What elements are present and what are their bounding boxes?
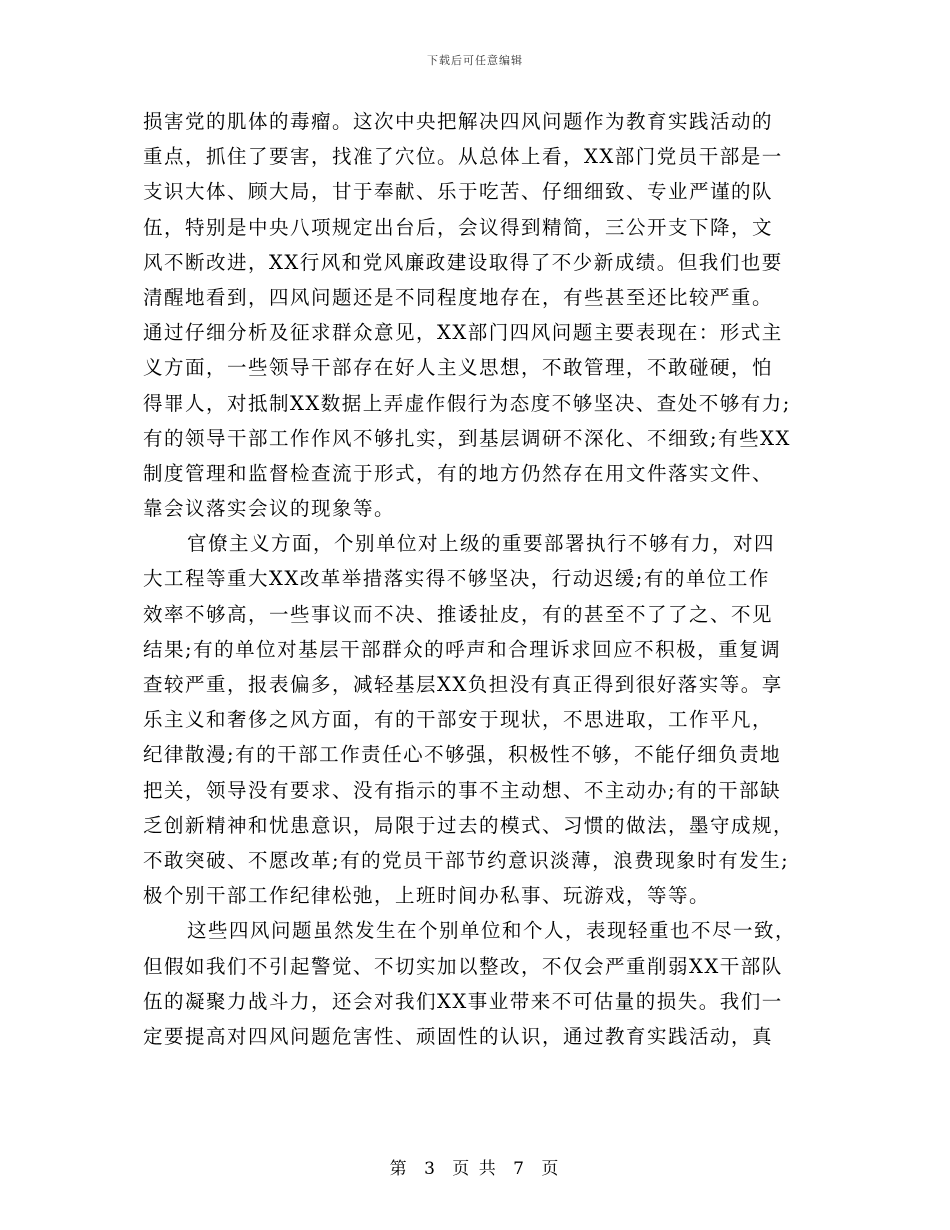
text-line: 乏创新精神和忧患意识，局限于过去的模式、习惯的做法，墨守成规， bbox=[143, 813, 795, 837]
text-line: 大工程等重大XX改革举措落实得不够坚决，行动迟缓;有的单位工作 bbox=[143, 567, 770, 591]
text-line: 结果;有的单位对基层干部群众的呼声和合理诉求回应不积极，重复调 bbox=[143, 637, 782, 661]
text-line: 查较严重，报表偏多，减轻基层XX负担没有真正得到很好落实等。享 bbox=[143, 673, 783, 696]
paragraph-1 bbox=[143, 104, 803, 526]
text-line: 定要提高对四风问题危害性、顽固性的认识，通过教育实践活动，真 bbox=[143, 1024, 774, 1048]
text-line: 得罪人，对抵制XX数据上弄虚作假行为态度不够坚决、查处不够有力; bbox=[143, 391, 791, 415]
text-line: 风不断改进，XX行风和党风廉政建设取得了不少新成绩。但我们也要 bbox=[143, 250, 783, 274]
text-line: 义方面，一些领导干部存在好人主义思想，不敢管理，不敢碰硬，怕 bbox=[143, 356, 774, 380]
text-line: 把关，领导没有要求、没有指示的事不主动想、不主动办;有的干部缺 bbox=[143, 778, 782, 802]
text-line: 支识大体、顾大局，甘于奉献、乐于吃苦、仔细细致、专业严谨的队 bbox=[143, 180, 774, 204]
text-line: 极个别干部工作纪律松弛，上班时间办私事、玩游戏，等等。 bbox=[143, 884, 711, 908]
text-line: 清醒地看到，四风问题还是不同程度地存在，有些甚至还比较严重。 bbox=[143, 285, 774, 309]
text-line: 重点，抓住了要害，找准了穴位。从总体上看，XX部门党员干部是一 bbox=[143, 145, 783, 169]
text-line: 这些四风问题虽然发生在个别单位和个人，表现轻重也不尽一致， bbox=[187, 919, 797, 943]
document-body bbox=[143, 104, 803, 1054]
text-line: 官僚主义方面，个别单位对上级的重要部署执行不够有力，对四 bbox=[187, 532, 776, 556]
footer-prefix: 第 bbox=[389, 1159, 409, 1179]
page-header: 下载后可任意编辑 bbox=[427, 54, 523, 67]
text-line: 不敢突破、不愿改革;有的党员干部节约意识淡薄，浪费现象时有发生; bbox=[143, 848, 790, 872]
text-line: 靠会议落实会议的现象等。 bbox=[143, 497, 396, 521]
text-line: 乐主义和奢侈之风方面，有的干部安于现状，不思进取，工作平凡， bbox=[143, 708, 774, 732]
text-line: 伍，特别是中央八项规定出台后，会议得到精简，三公开支下降，文 bbox=[143, 215, 774, 239]
text-line: 有的领导干部工作作风不够扎实，到基层调研不深化、不细致;有些XX bbox=[143, 426, 791, 450]
text-line: 伍的凝聚力战斗力，还会对我们XX事业带来不可估量的损失。我们一 bbox=[143, 989, 783, 1013]
page-footer bbox=[0, 1154, 950, 1179]
paragraph-3 bbox=[143, 913, 803, 1054]
text-line: 制度管理和监督检查流于形式，有的地方仍然存在用文件落实文件、 bbox=[143, 461, 774, 485]
paragraph-2 bbox=[143, 526, 803, 913]
footer-middle: 页 共 bbox=[452, 1159, 498, 1179]
text-line: 纪律散漫;有的干部工作责任心不够强，积极性不够，不能仔细负责地 bbox=[143, 743, 782, 767]
text-line: 效率不够高，一些事议而不决、推诿扯皮，有的甚至不了了之、不见 bbox=[143, 602, 774, 626]
footer-suffix: 页 bbox=[541, 1159, 561, 1179]
page-number-current: 3 bbox=[424, 1159, 437, 1179]
text-line: 通过仔细分析及征求群众意见，XX部门四风问题主要表现在：形式主 bbox=[143, 321, 783, 345]
text-line: 损害党的肌体的毒瘤。这次中央把解决四风问题作为教育实践活动的 bbox=[143, 110, 774, 133]
page-number-total: 7 bbox=[513, 1159, 526, 1179]
text-line: 但假如我们不引起警觉、不切实加以整改，不仅会严重削弱XX干部队 bbox=[143, 954, 783, 978]
